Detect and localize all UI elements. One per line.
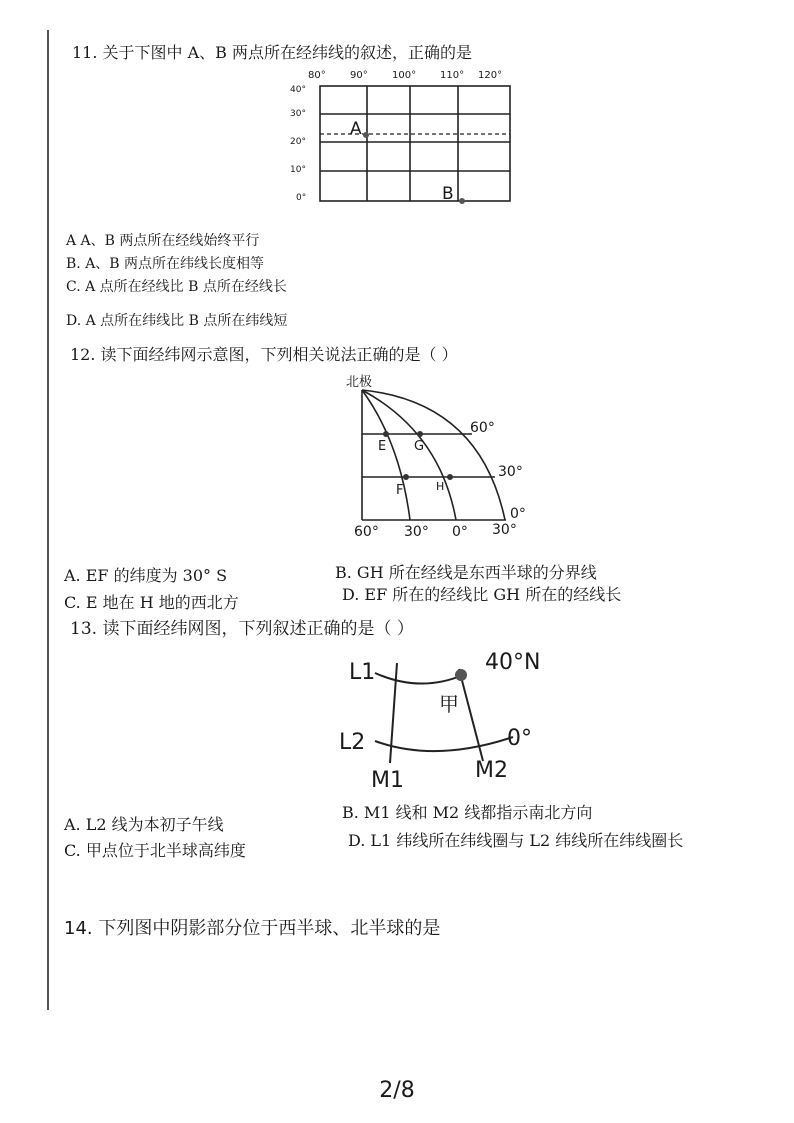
point-b-marker — [459, 198, 465, 204]
point-e-marker — [383, 431, 389, 437]
lon-label: 120° — [478, 70, 503, 81]
lat-label: 40° — [290, 85, 306, 95]
point-f-marker — [403, 474, 409, 480]
q12-option-d: D. EF 所在的经线比 GH 所在的经线长 — [342, 585, 622, 604]
page-number: 2/8 — [379, 1078, 415, 1103]
lat-label: 30° — [290, 109, 306, 119]
lon-label: 100° — [392, 70, 417, 81]
q12-option-a: A. EF 的纬度为 30° S — [64, 566, 228, 585]
label-equator: 0° — [507, 726, 532, 751]
label-m2: M2 — [475, 758, 508, 783]
point-jia-label: 甲 — [439, 692, 459, 716]
lat-label: 0° — [510, 506, 526, 522]
lon-label: 0° — [452, 524, 468, 540]
point-f-label: F — [396, 483, 404, 498]
label-l2: L2 — [339, 730, 366, 755]
lon-label: 90° — [350, 70, 368, 81]
lat-label: 10° — [290, 165, 306, 175]
q12-option-c: C. E 地在 H 地的西北方 — [64, 593, 239, 612]
label-m1: M1 — [371, 768, 404, 793]
lon-label: 30° — [404, 524, 429, 540]
lat-label: 30° — [498, 464, 523, 480]
lat-label: 20° — [290, 137, 306, 147]
point-b-label: B — [442, 184, 454, 204]
q13-option-a: A. L2 线为本初子午线 — [64, 815, 224, 834]
q13-option-c: C. 甲点位于北半球高纬度 — [64, 841, 246, 860]
binding-margin-line — [47, 30, 49, 1010]
point-g-marker — [417, 431, 423, 437]
q11-option-d: D. A 点所在纬线比 B 点所在纬线短 — [66, 313, 288, 329]
point-h-marker — [447, 474, 453, 480]
lat-label: 0° — [296, 193, 307, 203]
q14-stem: 14. 下列图中阴影部分位于西半球、北半球的是 — [64, 918, 441, 939]
lon-label: 80° — [308, 70, 326, 81]
q11-option-b: B. A、B 两点所在纬线长度相等 — [66, 256, 265, 272]
lon-label: 30° — [492, 522, 517, 538]
q12-graticule-map — [340, 372, 540, 542]
lat-label: 60° — [470, 420, 495, 436]
point-g-label: G — [414, 439, 425, 454]
q12-stem: 12. 读下面经纬网示意图，下列相关说法正确的是（ ） — [70, 345, 458, 364]
point-jia-marker — [455, 669, 467, 681]
q11-option-a: A A、B 两点所在经线始终平行 — [66, 233, 260, 249]
label-l1: L1 — [349, 660, 376, 685]
lon-label: 60° — [354, 524, 379, 540]
q13-option-b: B. M1 线和 M2 线都指示南北方向 — [342, 803, 593, 822]
q13-graticule-map — [335, 645, 565, 795]
q12-option-b: B. GH 所在经线是东西半球的分界线 — [335, 563, 597, 582]
label-40n: 40°N — [485, 650, 541, 675]
point-a-marker — [363, 132, 369, 138]
q11-stem: 11. 关于下图中 A、B 两点所在经纬线的叙述，正确的是 — [72, 43, 473, 62]
lon-label: 110° — [440, 70, 465, 81]
q13-option-d: D. L1 纬线所在纬线圈与 L2 纬线所在纬线圈长 — [348, 831, 684, 850]
q11-grid-map — [280, 66, 530, 206]
point-a-label: A — [350, 119, 362, 139]
q13-stem: 13. 读下面经纬网图，下列叙述正确的是（ ） — [70, 619, 414, 639]
point-e-label: E — [378, 439, 387, 454]
north-pole-label: 北极 — [346, 375, 373, 390]
q11-option-c: C. A 点所在经线比 B 点所在经线长 — [66, 279, 287, 295]
point-h-label: H — [436, 480, 445, 493]
